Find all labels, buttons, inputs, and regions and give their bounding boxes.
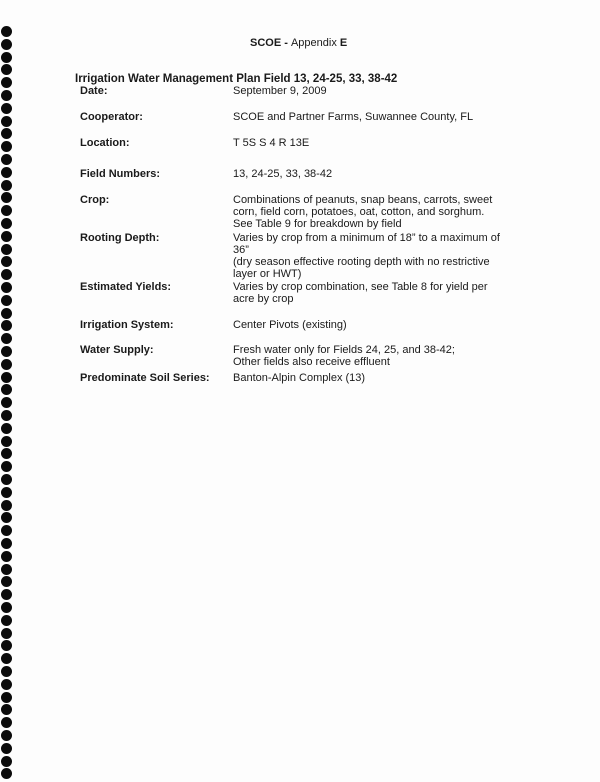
binding-hole xyxy=(1,410,12,421)
binding-hole xyxy=(1,576,12,587)
value-line: SCOE and Partner Farms, Suwannee County, FL xyxy=(233,111,474,123)
value-line: Center Pivots (existing) xyxy=(233,319,347,331)
field-value xyxy=(233,111,505,123)
binding-hole xyxy=(1,679,12,690)
field-value xyxy=(233,232,505,280)
binding-hole xyxy=(1,256,12,267)
binding-hole xyxy=(1,756,12,767)
value-line: See Table 9 for breakdown by field xyxy=(233,218,402,230)
value-line: Fresh water only for Fields 24, 25, and 38-42; xyxy=(233,344,455,356)
value-line: Other fields also receive effluent xyxy=(233,356,390,368)
binding-hole xyxy=(1,640,12,651)
binding-hole xyxy=(1,692,12,703)
binding-hole xyxy=(1,602,12,613)
field-label: Estimated Yields: xyxy=(80,281,172,293)
binding-hole xyxy=(1,615,12,626)
binding-hole xyxy=(1,743,12,754)
binding-hole xyxy=(1,192,12,203)
field-label: Predominate Soil Series: xyxy=(80,372,210,384)
page-header xyxy=(250,37,347,49)
field-value xyxy=(233,344,505,368)
binding-hole xyxy=(1,500,12,511)
header-letter: E xyxy=(339,37,348,49)
field-value xyxy=(233,168,505,180)
value-line: Varies by crop combination, see Table 8 for yield per xyxy=(233,281,488,293)
header-text: Appendix xyxy=(290,37,340,49)
binding-hole xyxy=(1,180,12,191)
binding-hole xyxy=(1,372,12,383)
binding-hole xyxy=(1,359,12,370)
binding-hole xyxy=(1,295,12,306)
value-line: Banton-Alpin Complex (13) xyxy=(233,372,366,384)
document-title: Irrigation Water Management Plan Field 13, 24-25, 33, 38-42 xyxy=(75,73,398,85)
binding-hole xyxy=(1,128,12,139)
value-line: layer or HWT) xyxy=(233,268,302,280)
binding-hole xyxy=(1,308,12,319)
binding-hole xyxy=(1,448,12,459)
binding-hole xyxy=(1,436,12,447)
value-line: Combinations of peanuts, snap beans, carrots, sweet xyxy=(233,194,493,206)
binding-hole xyxy=(1,704,12,715)
binding-hole xyxy=(1,346,12,357)
binding-hole xyxy=(1,231,12,242)
binding-hole xyxy=(1,423,12,434)
binding-hole xyxy=(1,26,12,37)
header-prefix: SCOE - xyxy=(250,37,291,49)
value-line: 13, 24-25, 33, 38-42 xyxy=(233,168,333,180)
binding-hole xyxy=(1,141,12,152)
field-label: Field Numbers: xyxy=(80,168,161,180)
field-label: Irrigation System: xyxy=(80,319,174,331)
binding-hole xyxy=(1,103,12,114)
binding-hole xyxy=(1,39,12,50)
value-line: T 5S S 4 R 13E xyxy=(233,137,310,149)
field-label: Location: xyxy=(80,137,130,149)
binding-hole xyxy=(1,282,12,293)
binding-hole xyxy=(1,218,12,229)
value-line: 36” xyxy=(233,244,249,256)
binding-hole xyxy=(1,333,12,344)
binding-hole xyxy=(1,244,12,255)
binding-hole xyxy=(1,768,12,779)
binding-hole xyxy=(1,730,12,741)
binding-hole xyxy=(1,653,12,664)
value-line: acre by crop xyxy=(233,293,294,305)
value-line: corn, field corn, potatoes, oat, cotton, and sorghum. xyxy=(233,206,485,218)
value-line: Varies by crop from a minimum of 18” to a maximum of xyxy=(233,232,500,244)
binding-hole xyxy=(1,167,12,178)
binding-hole xyxy=(1,64,12,75)
binding-hole xyxy=(1,474,12,485)
spiral-binding xyxy=(1,26,15,782)
field-value xyxy=(233,194,505,230)
binding-hole xyxy=(1,77,12,88)
binding-hole xyxy=(1,384,12,395)
binding-hole xyxy=(1,205,12,216)
binding-hole xyxy=(1,90,12,101)
field-value xyxy=(233,137,505,149)
value-line: (dry season effective rooting depth with no restrictive xyxy=(233,256,490,268)
binding-hole xyxy=(1,564,12,575)
field-value xyxy=(233,85,505,97)
binding-hole xyxy=(1,320,12,331)
binding-hole xyxy=(1,487,12,498)
binding-hole xyxy=(1,589,12,600)
binding-hole xyxy=(1,717,12,728)
value-line: September 9, 2009 xyxy=(233,85,327,97)
binding-hole xyxy=(1,666,12,677)
binding-hole xyxy=(1,269,12,280)
binding-hole xyxy=(1,52,12,63)
field-label: Cooperator: xyxy=(80,111,143,123)
binding-hole xyxy=(1,525,12,536)
binding-hole xyxy=(1,116,12,127)
field-label: Water Supply: xyxy=(80,344,154,356)
binding-hole xyxy=(1,628,12,639)
field-label: Crop: xyxy=(80,194,110,206)
field-label: Rooting Depth: xyxy=(80,232,160,244)
binding-hole xyxy=(1,154,12,165)
binding-hole xyxy=(1,397,12,408)
binding-hole xyxy=(1,551,12,562)
field-label: Date: xyxy=(80,85,108,97)
binding-hole xyxy=(1,461,12,472)
binding-hole xyxy=(1,538,12,549)
field-value xyxy=(233,372,505,384)
field-value xyxy=(233,281,505,305)
field-value xyxy=(233,319,505,331)
binding-hole xyxy=(1,512,12,523)
